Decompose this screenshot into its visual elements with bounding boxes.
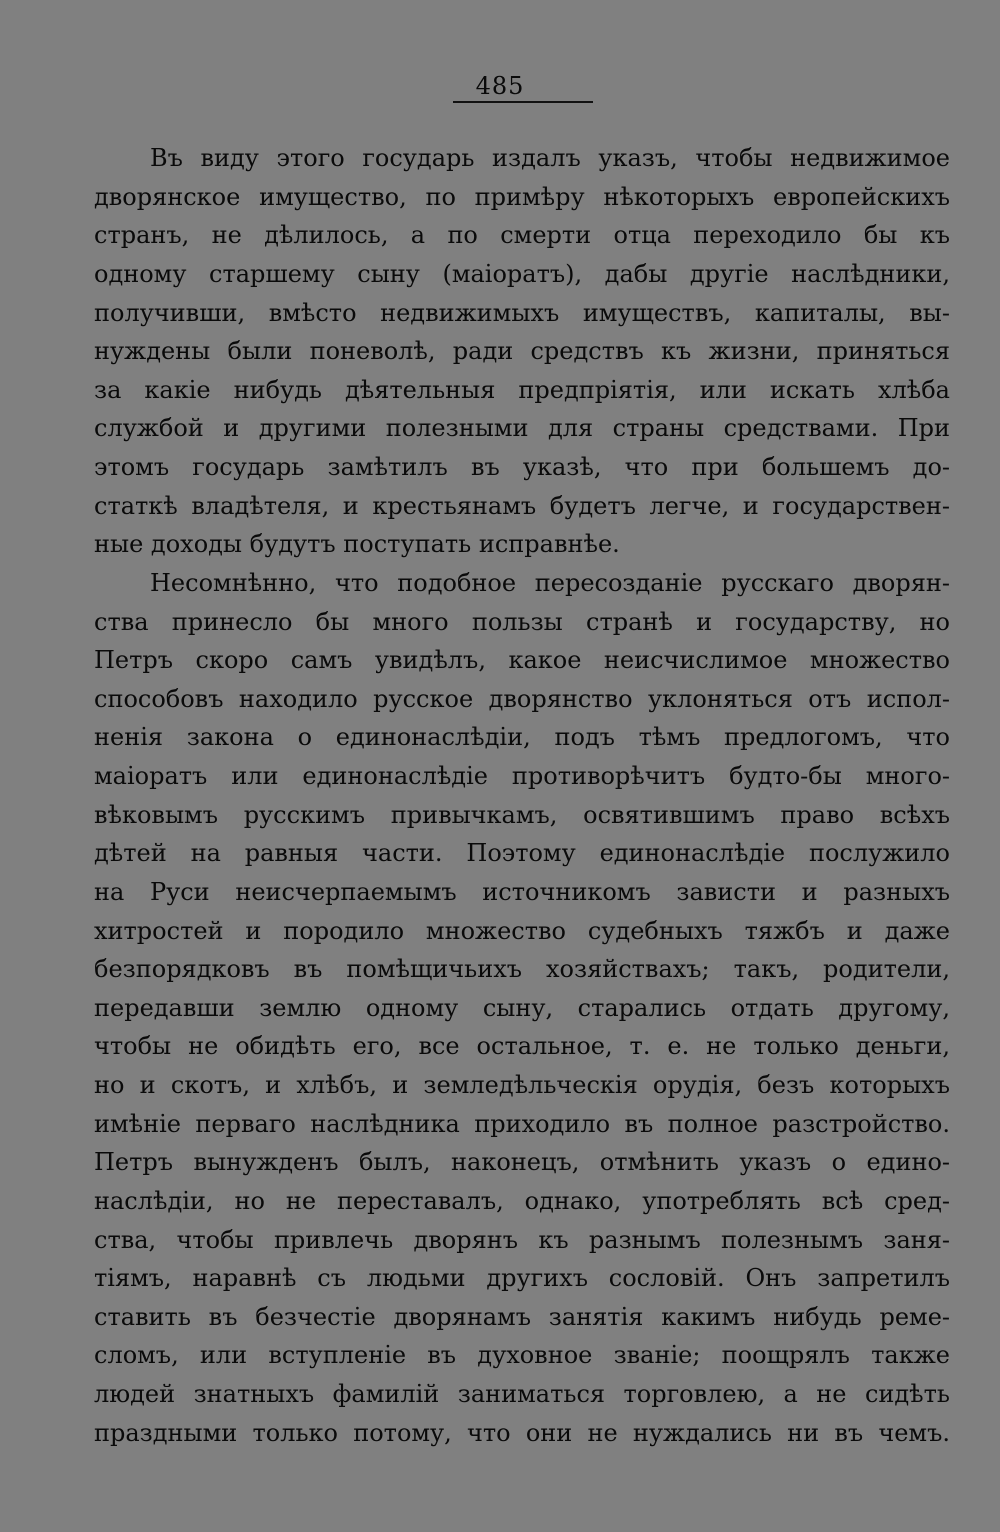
text-line: праздными только потому, что они не нуждались ни въ чемъ. xyxy=(94,1418,950,1447)
text-line: Несомнѣнно, что подобное пересозданіе русскаго дворян- xyxy=(150,568,950,597)
text-line: одному старшему сыну (маіоратъ), дабы другіе наслѣдники, xyxy=(94,259,950,288)
text-line: дворянское имущество, по примѣру нѣкоторыхъ европейскихъ xyxy=(94,182,950,211)
text-line: но и скотъ, и хлѣбъ, и земледѣльческія орудія, безъ которыхъ xyxy=(94,1071,950,1099)
text-line: странъ, не дѣлилось, а по смерти отца переходило бы къ xyxy=(94,221,950,250)
text-line: наслѣдіи, но не переставалъ, однако, употреблять всѣ сред- xyxy=(94,1186,950,1215)
text-line: способовъ находило русское дворянство уклоняться отъ испол- xyxy=(94,684,950,713)
text-line: ные доходы будутъ поступать исправнѣе. xyxy=(94,530,620,559)
text-line: статкѣ владѣтеля, и крестьянамъ будетъ легче, и государствен- xyxy=(94,491,950,520)
text-line: ненія закона о единонаслѣдіи, подъ тѣмъ предлогомъ, что xyxy=(94,723,950,752)
text-line: Петръ скоро самъ увидѣлъ, какое неисчислимое множество xyxy=(94,646,950,675)
text-line: ставить въ безчестіе дворянамъ занятія какимъ нибудь реме- xyxy=(94,1302,950,1331)
text-line: безпорядковъ въ помѣщичьихъ хозяйствахъ; такъ, родители, xyxy=(94,955,950,984)
text-line: ства, чтобы привлечь дворянъ къ разнымъ полезнымъ заня- xyxy=(94,1225,950,1254)
text-line: вѣковымъ русскимъ привычкамъ, освятившимъ право всѣхъ xyxy=(94,800,950,829)
text-line: дѣтей на равныя части. Поэтому единонаслѣдіе послужило xyxy=(94,839,950,868)
text-line: этомъ государь замѣтилъ въ указѣ, что при большемъ до- xyxy=(94,453,950,481)
paragraph-1 xyxy=(94,139,950,564)
text-line: имѣніе перваго наслѣдника приходило въ полное разстройство. xyxy=(94,1109,950,1138)
page-number-rule xyxy=(453,101,593,103)
text-line: тіямъ, наравнѣ съ людьми другихъ сословій. Онъ запретилъ xyxy=(94,1264,950,1293)
text-line: чтобы не обидѣть его, все остальное, т. е. не только деньги, xyxy=(94,1032,950,1061)
text-line: ства принесло бы много пользы странѣ и государству, но xyxy=(94,607,950,636)
text-line: хитростей и породило множество судебныхъ тяжбъ и даже xyxy=(94,916,950,945)
text-line: передавши землю одному сыну, старались отдать другому, xyxy=(94,993,950,1022)
text-line: за какіе нибудь дѣятельныя предпріятія, или искать хлѣба xyxy=(94,375,950,404)
text-line: сломъ, или вступленіе въ духовное званіе; поощрялъ также xyxy=(94,1341,950,1370)
text-line: нуждены были поневолѣ, ради средствъ къ жизни, приняться xyxy=(94,337,950,366)
text-line: Въ виду этого государь издалъ указъ, чтобы недвижимое xyxy=(150,144,950,172)
text-line: получивши, вмѣсто недвижимыхъ имуществъ, капиталы, вы- xyxy=(94,298,950,327)
text-line: Петръ вынужденъ былъ, наконецъ, отмѣнить указъ о едино- xyxy=(94,1148,950,1177)
text-line: людей знатныхъ фамилій заниматься торговлею, а не сидѣть xyxy=(94,1380,950,1408)
paragraph-2 xyxy=(94,564,950,1452)
page-number: 485 xyxy=(475,72,525,100)
text-line: на Руси неисчерпаемымъ источникомъ зависти и разныхъ xyxy=(94,877,950,906)
text-line: маіоратъ или единонаслѣдіе противорѣчитъ будто-бы много- xyxy=(94,762,950,790)
text-body xyxy=(94,139,950,1452)
text-line: службой и другими полезными для страны средствами. При xyxy=(94,414,950,443)
